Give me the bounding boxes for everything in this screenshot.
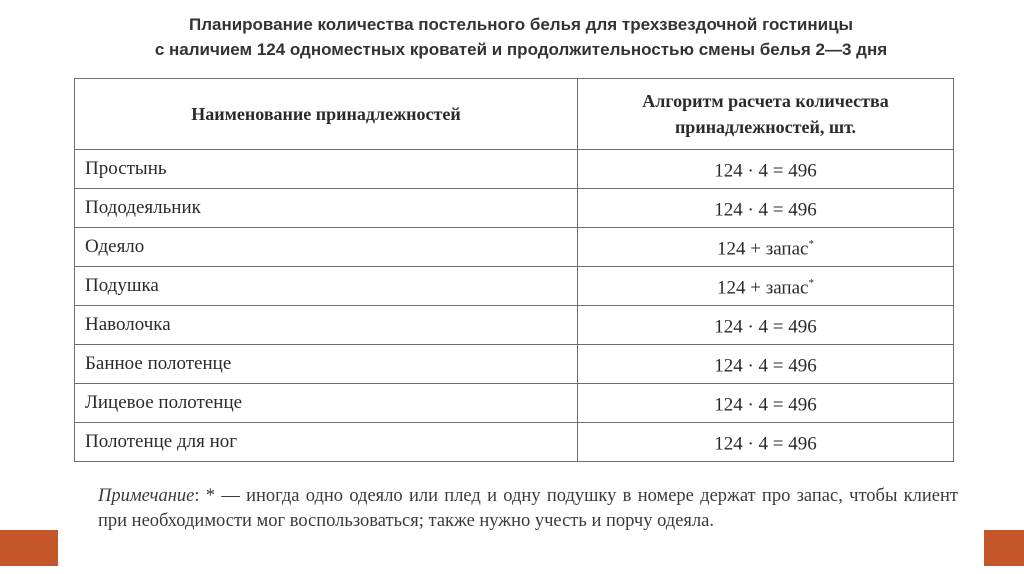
table-row [75, 384, 954, 423]
note-text: : * — иногда одно одеяло или плед и одну подушку в номере держат про запас, чтобы клиент при необходимости мог воспользоваться; также нужно учесть и порчу одеяла. [98, 486, 958, 531]
header-algorithm-line-1: Алгоритм расчета количества [642, 91, 889, 111]
formula-text: 124 · 4 = 496 [714, 433, 817, 455]
row-item: Одеяло [75, 228, 578, 267]
row-formula [578, 345, 954, 384]
table-header-row [75, 79, 954, 150]
formula-text: 124 + запас [717, 277, 809, 299]
title-line-1: Планирование количества постельного белья для трехзвездочной гостиницы [188, 15, 854, 34]
table-row [75, 150, 954, 189]
row-item: Полотенце для ног [75, 423, 578, 462]
row-formula [578, 423, 954, 462]
row-item: Подушка [75, 267, 578, 306]
row-item: Простынь [75, 150, 578, 189]
row-item: Пододеяльник [75, 189, 578, 228]
document-page [58, 0, 984, 574]
row-formula [578, 189, 954, 228]
title-line-2: с наличием 124 одноместных кроватей и продолжительностью смены белья 2—3 дня [154, 40, 888, 59]
note-label: Примечание [98, 486, 195, 506]
formula-text: 124 · 4 = 496 [714, 355, 817, 377]
footnote-mark: * [808, 238, 814, 251]
slide-accent-bar-left [0, 530, 58, 566]
formula-text: 124 · 4 = 496 [714, 316, 817, 338]
table-row [75, 267, 954, 306]
table-row [75, 423, 954, 462]
row-formula [578, 384, 954, 423]
row-formula [578, 150, 954, 189]
formula-text: 124 · 4 = 496 [714, 394, 817, 416]
header-algorithm-line-2: принадлежностей, шт. [674, 117, 857, 137]
slide-accent-bar-right [984, 530, 1024, 566]
table-row [75, 306, 954, 345]
header-algorithm [578, 79, 954, 150]
formula-text: 124 + запас [717, 238, 809, 260]
formula-text: 124 · 4 = 496 [714, 199, 817, 221]
header-item-name: Наименование принадлежностей [75, 79, 578, 150]
row-item: Наволочка [75, 306, 578, 345]
row-formula [578, 306, 954, 345]
row-formula [578, 267, 954, 306]
table-row [75, 189, 954, 228]
row-item: Лицевое полотенце [75, 384, 578, 423]
formula-text: 124 · 4 = 496 [714, 160, 817, 182]
footnote-mark: * [808, 277, 814, 290]
footnote [98, 484, 958, 534]
row-item: Банное полотенце [75, 345, 578, 384]
table-title [58, 12, 984, 62]
linen-table [74, 78, 954, 462]
table-row [75, 228, 954, 267]
row-formula [578, 228, 954, 267]
table-row [75, 345, 954, 384]
